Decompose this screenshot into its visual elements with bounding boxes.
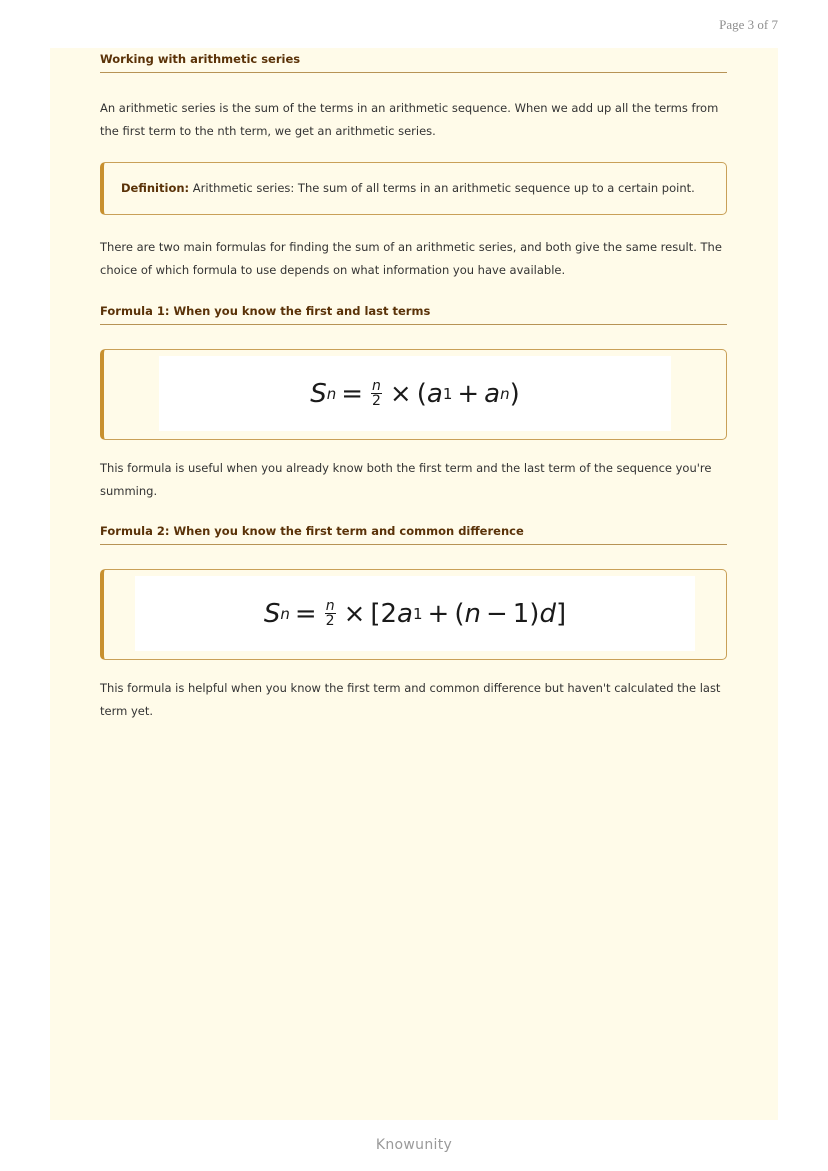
- document-page: [50, 48, 778, 1120]
- intro-line-2: the first term to the nth term, we get an arithmetic series.: [100, 123, 436, 138]
- definition-body: Arithmetic series: The sum of all terms in an arithmetic sequence up to a certain point.: [189, 181, 695, 195]
- formula-1-note: [100, 457, 727, 502]
- formula-2-note-line-1: This formula is helpful when you know the first term and common difference but haven't calculated the last: [100, 681, 721, 695]
- formula-2-note-line-2: term yet.: [100, 703, 154, 718]
- formulas-intro-line-1: There are two main formulas for finding the sum of an arithmetic series, and both give the same result. The: [100, 240, 722, 254]
- formula-2-note: [100, 677, 727, 722]
- definition-label: Definition:: [121, 181, 190, 195]
- intro-line-1: An arithmetic series is the sum of the terms in an arithmetic sequence. When we add up all the terms from: [100, 101, 719, 115]
- formula-2-expression: S n = $\frac{n}{2}$ × [2 a 1 + ( n − 1) d ]: [135, 576, 695, 651]
- formula-1-box: [100, 349, 727, 440]
- intro-paragraph: [100, 97, 727, 142]
- section-heading-working: Working with arithmetic series: [100, 53, 727, 73]
- footer-brand: Knowunity: [375, 1137, 453, 1153]
- formulas-intro-paragraph: [100, 236, 727, 281]
- formula-1-note-line-2: summing.: [100, 483, 158, 498]
- formula-1-expression: S n = $\frac{n}{2}$ × ( a 1 + a n ): [159, 356, 671, 431]
- formula-1-note-line-1: This formula is useful when you already know both the first term and the last term of the sequence you're: [100, 461, 712, 475]
- definition-text: [121, 181, 695, 195]
- formulas-intro-line-2: choice of which formula to use depends on what information you have available.: [100, 262, 566, 277]
- definition-callout: [100, 162, 727, 215]
- formula-2-box: [100, 569, 727, 660]
- page-number: Page 3 of 7: [719, 17, 778, 32]
- formula-2-heading: Formula 2: When you know the first term and common difference: [100, 525, 727, 545]
- formula-1-heading: Formula 1: When you know the first and last terms: [100, 305, 727, 325]
